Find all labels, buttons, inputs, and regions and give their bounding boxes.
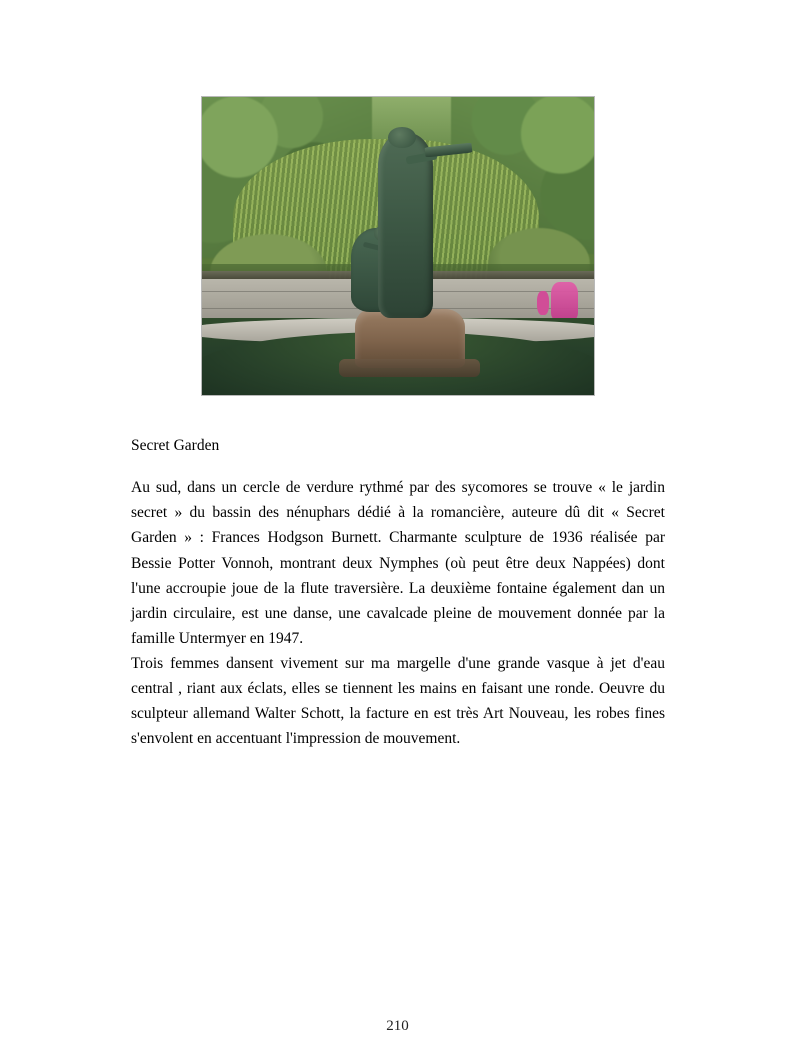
page-content — [131, 96, 665, 751]
photo-pink-flowers — [551, 282, 578, 321]
page-number: 210 — [386, 1018, 409, 1034]
photo-pink-flowers-small — [537, 291, 549, 315]
paragraph-1: Au sud, dans un cercle de verdure rythmé par des sycomores se trouve « le jardin secret » du bassin des nénuphars dédié à la romancière, auteure dû dit « Secret Garden » : Frances Hodgson Burnett. Charmante sculpture de 1936 réalisée par Bessie Potter Vonnoh, montrant deux Nymphes (où peut être deux Nappées) dont l'une accroupie joue de la flute traversière. La deuxième fontaine également dan un jardin circulaire, est une danse, une cavalcade pleine de mouvement donnée par la famille Untermyer en 1947. — [131, 479, 665, 647]
photo-bronze-figure-standing-head — [388, 127, 415, 148]
photo-pedestal-base — [339, 359, 480, 377]
figure-secret-garden-photo — [201, 96, 595, 396]
paragraph-2: Trois femmes dansent vivement sur ma margelle d'une grande vasque à jet d'eau central , riant aux éclats, elles se tiennent les mains en faisant une ronde. Oeuvre du sculpteur allemand Walter Schott, la facture en est très Art Nouveau, les robes fines s'envolent en accentuant l'impression de mouvement. — [131, 655, 665, 748]
photograph-image — [202, 97, 594, 395]
figure-caption: Secret Garden — [131, 437, 220, 454]
